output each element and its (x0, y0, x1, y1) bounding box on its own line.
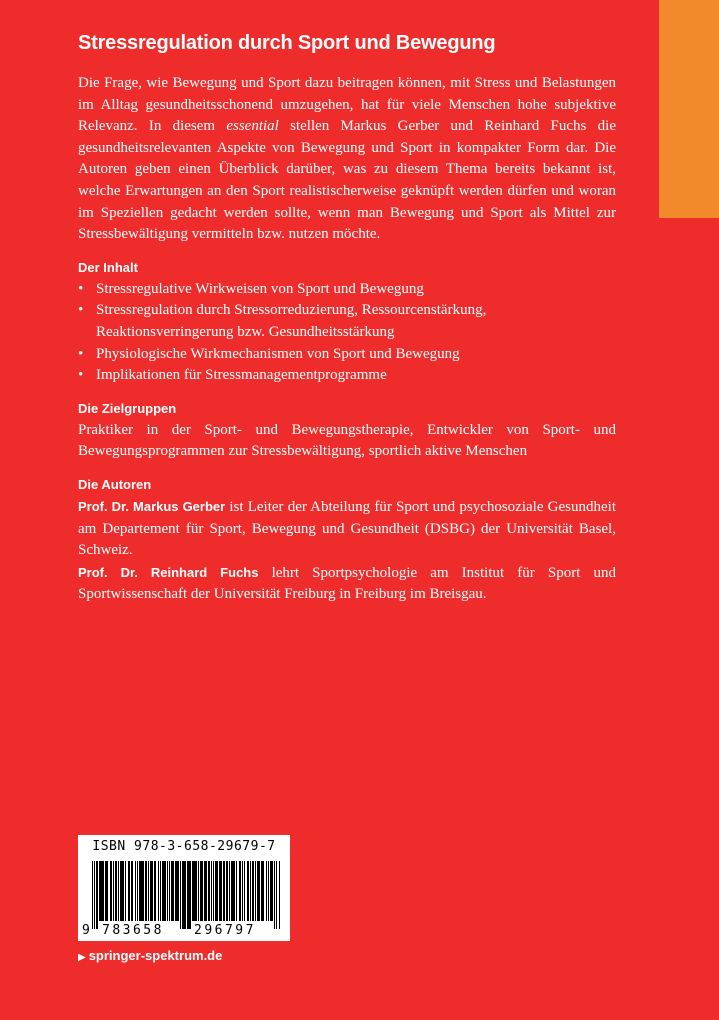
list-item (78, 279, 616, 301)
list-item-text: Stressregulation durch Stressorreduzierung, Ressourcenstärkung, Reaktionsverringerung bzw. Gesundheitsstärkung (96, 302, 487, 340)
barcode-bars (92, 861, 284, 921)
list-item-text: Stressregulative Wirkweisen von Sport und Bewegung (96, 280, 424, 297)
barcode-bar (162, 861, 166, 921)
back-cover-content (78, 32, 616, 606)
inhalt-list (78, 279, 616, 387)
list-item-text: Implikationen für Stressmanagementprogramme (96, 367, 387, 384)
barcode-bar (99, 861, 102, 921)
barcode-bar (154, 861, 157, 921)
barcode-bar (244, 861, 245, 921)
ean-lead-digit: 9 (82, 923, 90, 938)
barcode-bar (115, 861, 116, 921)
barcode-bar (208, 861, 209, 921)
zielgruppen-heading: Die Zielgruppen (78, 400, 177, 416)
publisher-link[interactable] (78, 948, 222, 963)
barcode-bar (279, 861, 280, 929)
arrow-right-icon: ▶ (78, 952, 86, 963)
barcode-bar (187, 861, 191, 929)
barcode-bar (192, 861, 195, 921)
barcode-bar (131, 861, 134, 921)
bullet-icon: • (78, 280, 84, 297)
author-gerber (78, 496, 616, 562)
blurb-paragraph (78, 73, 616, 246)
barcode-bar (145, 861, 146, 921)
barcode-bar (223, 861, 226, 921)
barcode-bar (180, 861, 181, 929)
barcode-bar (276, 861, 277, 929)
zielgruppen-text: Praktiker in der Sport- und Bewegungstherapie, Entwickler von Sport- und Bewegungsprogrammen zur Stressbewältigung, sportlich aktive Menschen (78, 421, 616, 460)
bullet-icon: • (78, 302, 84, 319)
author-name: Prof. Dr. Markus Gerber (78, 498, 226, 514)
blurb-emphasis: essential (226, 118, 279, 135)
bullet-icon: • (78, 367, 84, 384)
bullet-icon: • (78, 345, 84, 362)
list-item-text: Physiologische Wirkmechanismen von Sport und Bewegung (96, 345, 460, 362)
author-fuchs (78, 562, 616, 606)
barcode-bar (198, 861, 199, 921)
blurb-text-2: stellen Markus Gerber und Reinhard Fuchs die gesundheitsrelevanten Aspekte von Bewegung und Sport in kompakter Form dar. Die Autoren geben einen Überblick darüber, was zu diesem Thema bereits bekannt ist, welche Erwartungen an den Sport realistischerweise geknüpft werden dürfen und woran im Speziellen gedacht werden sollte, wenn man Bewegung und Sport als Mittel zur Stressbewältigung vermitteln bzw. nutzen möchte. (78, 118, 616, 243)
barcode-bar (102, 861, 103, 921)
barcode-bar (128, 861, 131, 921)
barcode-bar (96, 861, 97, 929)
author-name: Prof. Dr. Reinhard Fuchs (78, 564, 259, 580)
author-bio: ist Leiter der Abteilung für Sport und psychosoziale Gesundheit am Departement für Sport, Bewegung und Gesundheit (DSBG) der Universität Basel, Schweiz. (78, 498, 616, 559)
barcode-bar (150, 861, 153, 921)
barcode-bar (169, 861, 170, 921)
barcode-bar (94, 861, 95, 929)
barcode-bar (239, 861, 242, 921)
barcode-bar (261, 861, 265, 921)
barcode-bar (226, 861, 227, 921)
barcode-bar (195, 861, 196, 921)
isbn-number: ISBN 978-3-658-29679-7 (92, 839, 276, 854)
ean-group-1: 783658 (102, 923, 164, 938)
barcode-bar (236, 861, 237, 921)
barcode-bar (270, 861, 273, 921)
barcode-bar (125, 861, 126, 921)
publisher-url: springer-spektrum.de (88, 948, 223, 963)
barcode-bar (268, 861, 269, 921)
barcode-bar (219, 861, 222, 921)
isbn-barcode (78, 835, 290, 941)
barcode-bar (231, 861, 235, 921)
list-item (78, 365, 616, 387)
book-title: Stressregulation durch Sport und Bewegung (78, 32, 496, 54)
barcode-bar (252, 861, 253, 921)
barcode-bar (213, 861, 214, 921)
barcode-bar (113, 861, 114, 921)
barcode-bar (171, 861, 174, 921)
list-item (78, 300, 616, 343)
barcode-bar (257, 861, 260, 921)
barcode-bar (177, 861, 178, 921)
author-bio: lehrt Sportpsychologie am Institut für Sport und Sportwissenschaft der Universität Freiburg in Freiburg im Breisgau. (78, 564, 616, 603)
barcode-bar (215, 861, 218, 921)
barcode-bar (139, 861, 144, 921)
blurb-text-1: Die Frage, wie Bewegung und Sport dazu beitragen können, mit Stress und Belastungen im Alltag gesundheitsschonend umzugehen, hat für viele Menschen hohe subjektive Relevanz. In diesem (78, 75, 616, 135)
list-item (78, 344, 616, 366)
barcode-bar (204, 861, 208, 921)
barcode-bar (184, 861, 185, 929)
barcode-bar (135, 861, 136, 921)
inhalt-heading: Der Inhalt (78, 259, 138, 275)
barcode-bar (242, 861, 243, 921)
barcode-bar (247, 861, 250, 921)
barcode-bar (110, 861, 113, 921)
ean-group-2: 296797 (194, 923, 256, 938)
barcode-bar (200, 861, 203, 921)
orange-accent-tab (659, 0, 719, 218)
barcode-bar (120, 861, 124, 921)
barcode-bar (160, 861, 161, 921)
barcode-bar (250, 861, 251, 921)
autoren-heading: Die Autoren (78, 476, 152, 492)
barcode-bar (105, 861, 109, 921)
